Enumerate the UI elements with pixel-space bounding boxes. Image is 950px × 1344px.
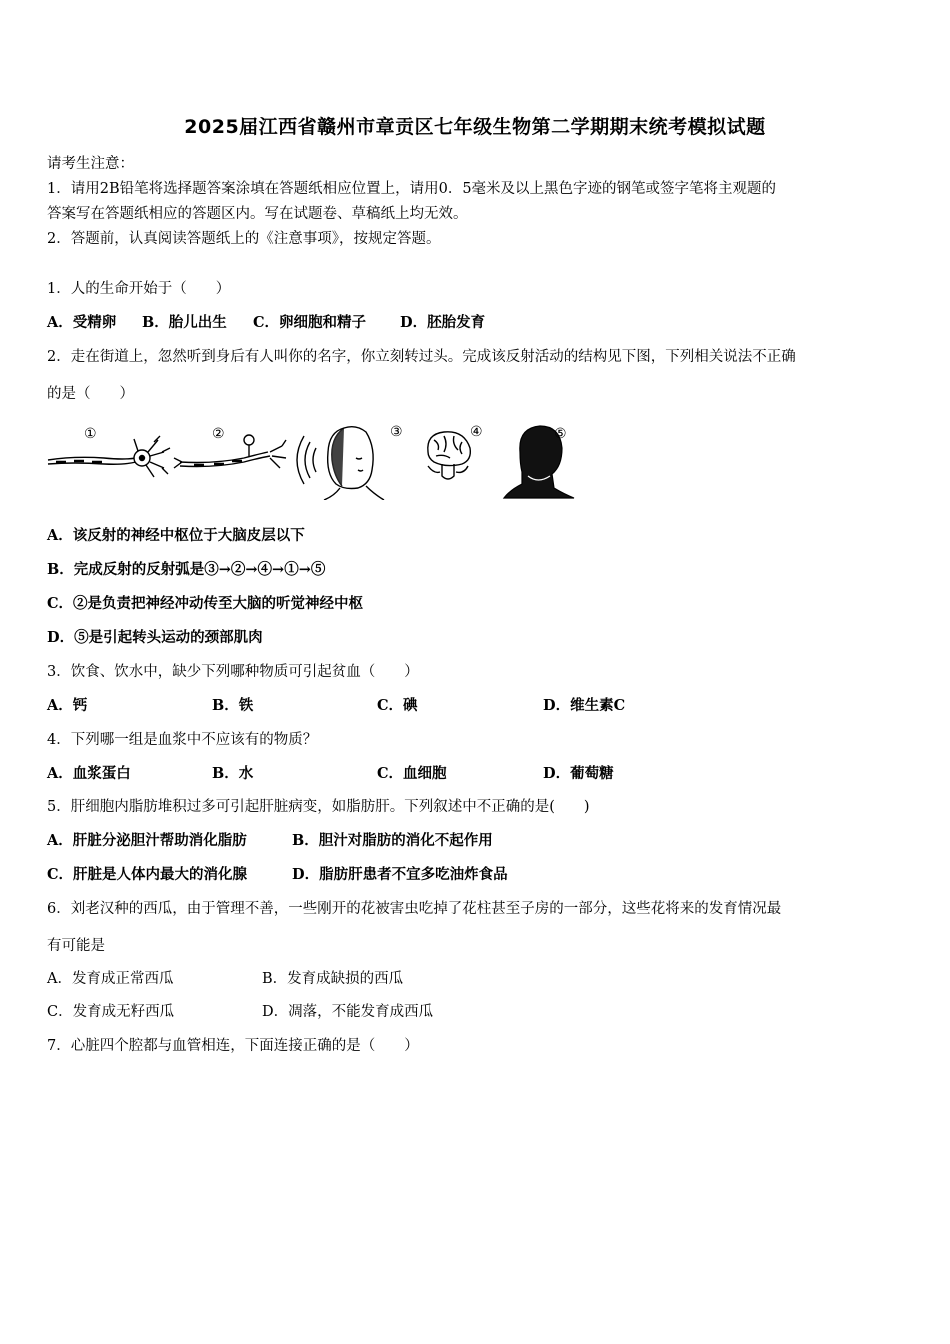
figure-label-5: ⑤ bbox=[554, 426, 567, 442]
question-1-stem: 1．人的生命开始于（ ） bbox=[47, 281, 231, 297]
head-ear-illustration bbox=[297, 427, 384, 500]
question-3-option-b: B．铁 bbox=[212, 697, 254, 714]
question-2-option-c: C．②是负责把神经冲动传至大脑的听觉神经中枢 bbox=[47, 595, 364, 612]
question-2-option-d: D．⑤是引起转头运动的颈部肌肉 bbox=[47, 629, 263, 646]
neuron-2-illustration bbox=[174, 435, 286, 468]
question-6-option-c: C．发育成无籽西瓜 bbox=[47, 1004, 175, 1020]
notice-item-1-line-1: 1．请用2B铅笔将选择题答案涂填在答题纸相应位置上，请用0．5毫米及以上黑色字迹的钢笔或签字笔将主观题的 bbox=[47, 181, 777, 197]
question-1-option-b: B．胎儿出生 bbox=[142, 314, 227, 331]
question-1-option-c: C．卵细胞和精子 bbox=[253, 314, 367, 331]
question-4-stem: 4．下列哪一组是血浆中不应该有的物质？ bbox=[47, 732, 318, 748]
question-3-stem: 3．饮食、饮水中，缺少下列哪种物质可引起贫血（ ） bbox=[47, 664, 419, 680]
brain-illustration bbox=[428, 432, 471, 479]
question-6-stem-line-1: 6．刘老汉种的西瓜，由于管理不善，一些刚开的花被害虫吃掉了花柱甚至子房的一部分，这些花将来的发育情况最 bbox=[47, 901, 782, 917]
question-1-option-a: A．受精卵 bbox=[47, 314, 117, 331]
figure-label-1: ① bbox=[84, 426, 97, 442]
question-5-stem: 5．肝细胞内脂肪堆积过多可引起肝脏病变，如脂肪肝。下列叙述中不正确的是( ) bbox=[47, 799, 590, 815]
question-5-option-a: A．肝脏分泌胆汁帮助消化脂肪 bbox=[47, 832, 247, 849]
question-2-stem-line-1: 2．走在街道上，忽然听到身后有人叫你的名字，你立刻转过头。完成该反射活动的结构见下图，下列相关说法不正确 bbox=[47, 349, 796, 365]
question-3-option-a: A．钙 bbox=[47, 697, 88, 714]
question-4-option-b: B．水 bbox=[212, 765, 254, 782]
question-6-option-a: A．发育成正常西瓜 bbox=[47, 971, 174, 987]
figure-label-4: ④ bbox=[470, 424, 483, 440]
figure-label-2: ② bbox=[212, 426, 225, 442]
question-7-stem: 7．心脏四个腔都与血管相连，下面连接正确的是（ ） bbox=[47, 1038, 419, 1054]
neuron-1-illustration bbox=[48, 436, 170, 477]
reflex-arc-illustration bbox=[44, 418, 584, 500]
reflex-arc-figure bbox=[44, 418, 584, 500]
figure-label-3: ③ bbox=[390, 424, 403, 440]
question-4-option-c: C．血细胞 bbox=[377, 765, 447, 782]
question-3-option-c: C．碘 bbox=[377, 697, 418, 714]
question-6-stem-line-2: 有可能是 bbox=[47, 938, 105, 954]
question-2-option-a: A．该反射的神经中枢位于大脑皮层以下 bbox=[47, 527, 305, 544]
notice-item-1-line-2: 答案写在答题纸相应的答题区内。写在试题卷、草稿纸上均无效。 bbox=[47, 206, 468, 222]
question-4-option-a: A．血浆蛋白 bbox=[47, 765, 131, 782]
question-1-option-d: D．胚胎发育 bbox=[400, 314, 486, 331]
question-3-option-d: D．维生素C bbox=[543, 697, 626, 714]
question-2-stem-line-2: 的是（ ） bbox=[47, 386, 134, 402]
question-5-option-d: D．脂肪肝患者不宜多吃油炸食品 bbox=[292, 866, 508, 883]
notice-item-2: 2．答题前，认真阅读答题纸上的《注意事项》，按规定答题。 bbox=[47, 231, 441, 247]
question-5-option-c: C．肝脏是人体内最大的消化腺 bbox=[47, 866, 248, 883]
page-title: 2025届江西省赣州市章贡区七年级生物第二学期期末统考模拟试题 bbox=[184, 116, 766, 138]
notice-heading: 请考生注意： bbox=[47, 156, 134, 172]
question-2-option-b: B．完成反射的反射弧是③→②→④→①→⑤ bbox=[47, 561, 326, 578]
question-6-option-d: D．凋落，不能发育成西瓜 bbox=[262, 1004, 434, 1020]
question-6-option-b: B．发育成缺损的西瓜 bbox=[262, 971, 404, 987]
question-5-option-b: B．胆汁对脂肪的消化不起作用 bbox=[292, 832, 493, 849]
question-4-option-d: D．葡萄糖 bbox=[543, 765, 614, 782]
